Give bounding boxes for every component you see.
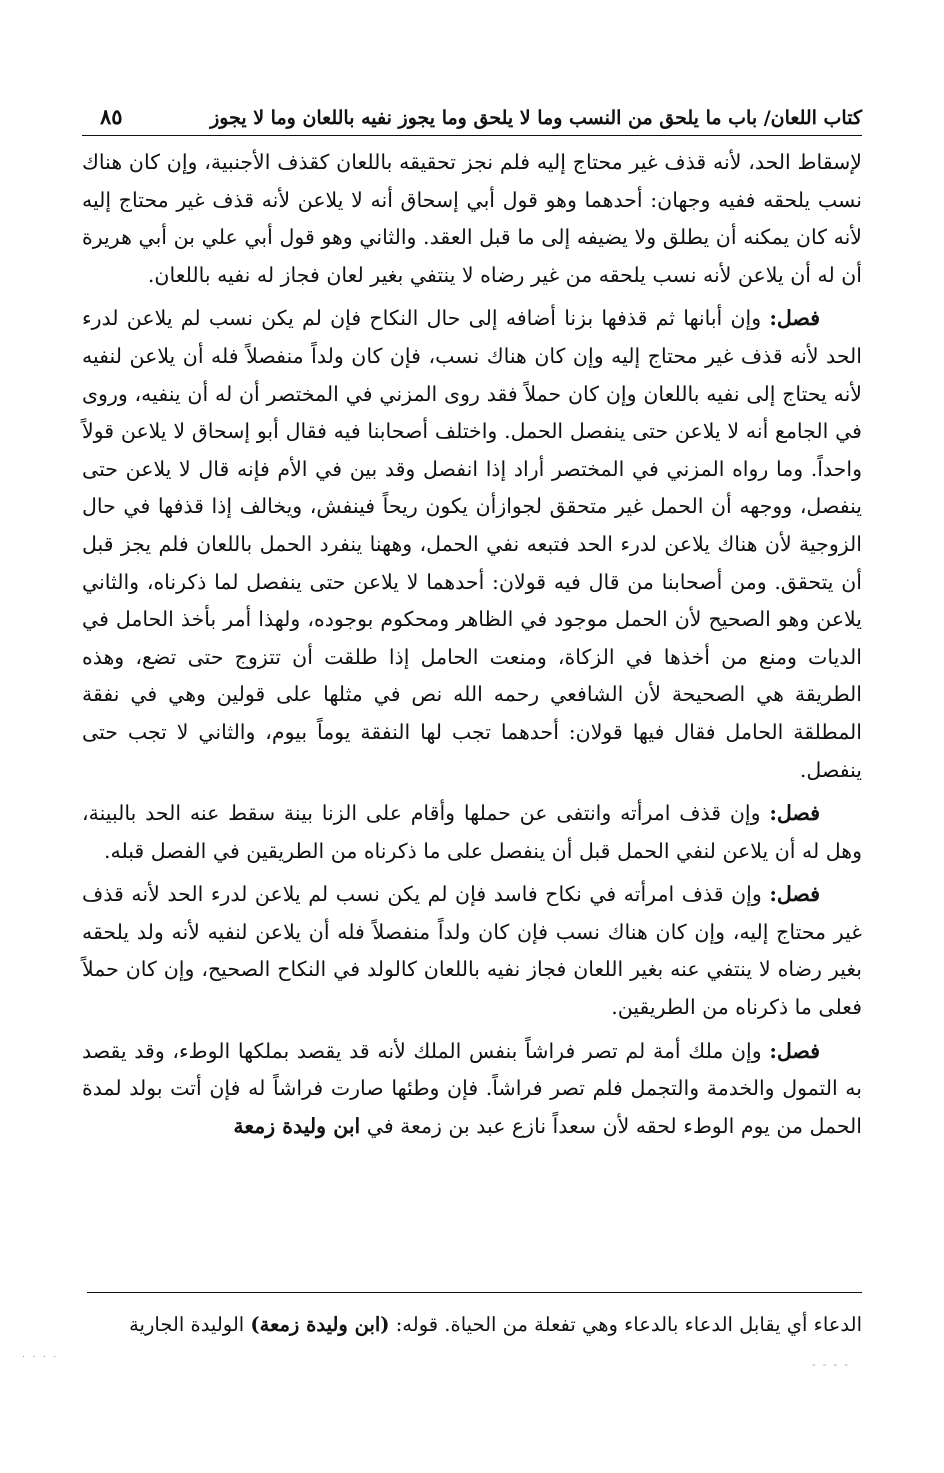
section-label: فصل:	[769, 801, 820, 826]
paragraph-section	[82, 300, 862, 789]
page-number: ٨٥	[100, 104, 123, 129]
section-label: فصل:	[769, 882, 820, 907]
paragraph-text: وإن قذف امرأته في نكاح فاسد فإن لم يكن نسب لم يلاعن لدرء الحد لأنه قذف غير محتاج إليه، وإن كان هناك نسب فإن كان ولداً منفصلاً فله أن يلاعن لنفيه لأنه ولد يلحقه بغير رضاه لا ينتفي عنه بغير اللعان فجاز نفيه باللعان كالولد في النكاح الصحيح، وإن كان حملاً فعلى ما ذكرناه من الطريقين.	[82, 882, 862, 1020]
footnote-text: الدعاء أي يقابل الدعاء بالدعاء وهي تفعلة من الحياة. قوله:	[389, 1313, 862, 1336]
paragraph-text: لإسقاط الحد، لأنه قذف غير محتاج إليه فلم نجز تحقيقه باللعان كقذف الأجنبية، وإن كان هناك نسب يلحقه ففيه وجهان: أحدهما وهو قول أبي إسحاق أنه لا يلاعن لأنه قذف غير محتاج إليه لأنه كان يمكنه أن يطلق ولا يضيفه إلى ما قبل العقد. والثاني وهو قول أبي علي بن أبي هريرة أن له أن يلاعن لأنه نسب يلحقه من غير رضاه لا ينتفي بغير لعان فجاز له نفيه باللعان.	[82, 150, 862, 287]
scan-artifact: · · · ·	[22, 1352, 59, 1363]
footnote-text-tail: الوليدة الجارية	[129, 1313, 251, 1336]
running-header	[82, 92, 862, 136]
footnote-divider	[87, 1292, 862, 1293]
main-text	[82, 144, 862, 1145]
paragraph-section	[82, 1033, 862, 1146]
running-header-title: كتاب اللعان/ باب ما يلحق من النسب وما لا يلحق وما يجوز نفيه باللعان وما لا يجوز	[210, 107, 862, 129]
paragraph-text: وإن ملك أمة لم تصر فراشاً بنفس الملك لأنه قد يقصد بملكها الوطء، وقد يقصد به التمول والخدمة والتجمل فلم تصر فراشاً. فإن وطئها صارت فراشاً له فإن أتت بولد لمدة الحمل من يوم الوطء لحقه لأن سعداً نازع عبد بن زمعة في	[82, 1038, 862, 1138]
paragraph-text: وإن أبانها ثم قذفها بزنا أضافه إلى حال النكاح فإن لم يكن نسب لم يلاعن لدرء الحد لأنه قذف غير محتاج إليه وإن كان هناك نسب، فإن كان ولداً منفصلاً فله أن يلاعن لنفيه لأنه يحتاج إلى نفيه باللعان وإن كان حملاً فقد روى المزني في المختصر أن له أن ينفيه، وروى في الجامع أنه لا يلاعن حتى ينفصل الحمل. واختلف أصحابنا فيه فقال أبو إسحاق لا يلاعن قولاً واحداً. وما رواه المزني في المختصر أراد إذا انفصل وقد بين في الأم فإنه قال لا يلاعن حتى ينفصل، ووجهه أن الحمل غير متحقق لجوازأن يكون ريحاً فينفش، ويخالف إذا قذفها في حال الزوجية لأن هناك يلاعن لدرء الحد فتبعه نفي الحمل، وههنا ينفرد الحمل باللعان فلم يجز قبل أن يتحقق. ومن أصحابنا من قال فيه قولان: أحدهما لا يلاعن حتى ينفصل لما ذكرناه، والثاني يلاعن وهو الصحيح لأن الحمل موجود في الظاهر ومحكوم بوجوده، ولهذا أمر بأخذ الحامل في الديات ومنع من أخذها في الزكاة، ومنعت الحامل إذا طلقت أن تتزوج حتى تضع، وهذه الطريقة هي الصحيحة لأن الشافعي رحمه الله نص في مثلها على قولين وهي في نفقة المطلقة الحامل فقال فيها قولان: أحدهما تجب لها النفقة يوماً بيوم، والثاني لا تجب حتى ينفصل.	[82, 306, 862, 782]
footnote-bold-term: (ابن وليدة زمعة)	[250, 1313, 390, 1336]
section-label: فصل:	[769, 306, 820, 331]
paragraph-section	[82, 876, 862, 1026]
paragraph-section	[82, 795, 862, 870]
footnote	[82, 1310, 862, 1340]
paragraph-text: وإن قذف امرأته وانتفى عن حملها وأقام على الزنا بينة سقط عنه الحد بالبينة، وهل له أن يلاعن لنفي الحمل قبل أن ينفصل على ما ذكرناه من الطريقين في الفصل قبله.	[82, 801, 862, 863]
scan-artifact: - - - -	[812, 1360, 850, 1371]
bold-phrase: ابن وليدة زمعة	[233, 1113, 361, 1138]
paragraph-continuation	[82, 144, 862, 294]
section-label: فصل:	[769, 1038, 820, 1063]
book-page	[82, 92, 862, 1422]
